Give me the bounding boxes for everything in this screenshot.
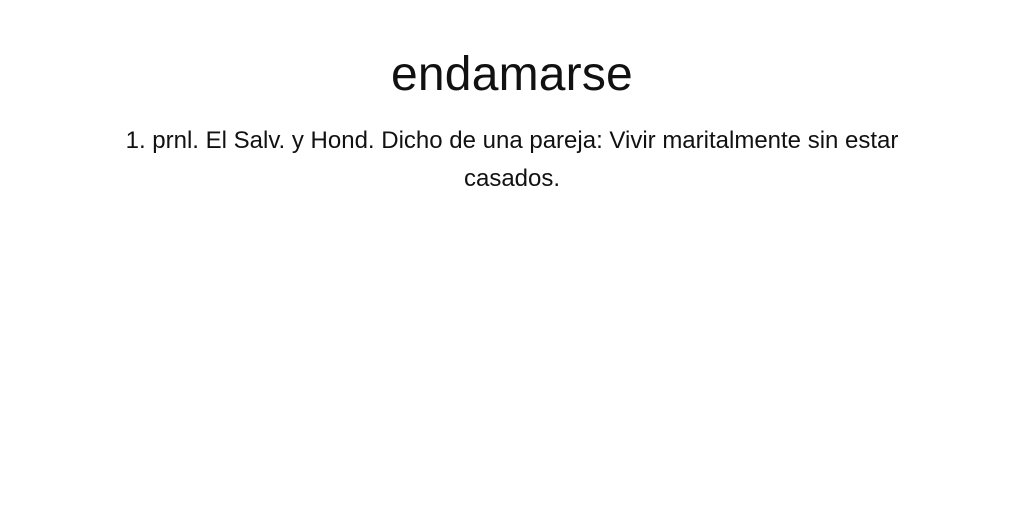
- entry-headword: endamarse: [391, 48, 633, 101]
- entry-definition: 1. prnl. El Salv. y Hond. Dicho de una pareja: Vivir maritalmente sin estar casados.: [125, 127, 899, 192]
